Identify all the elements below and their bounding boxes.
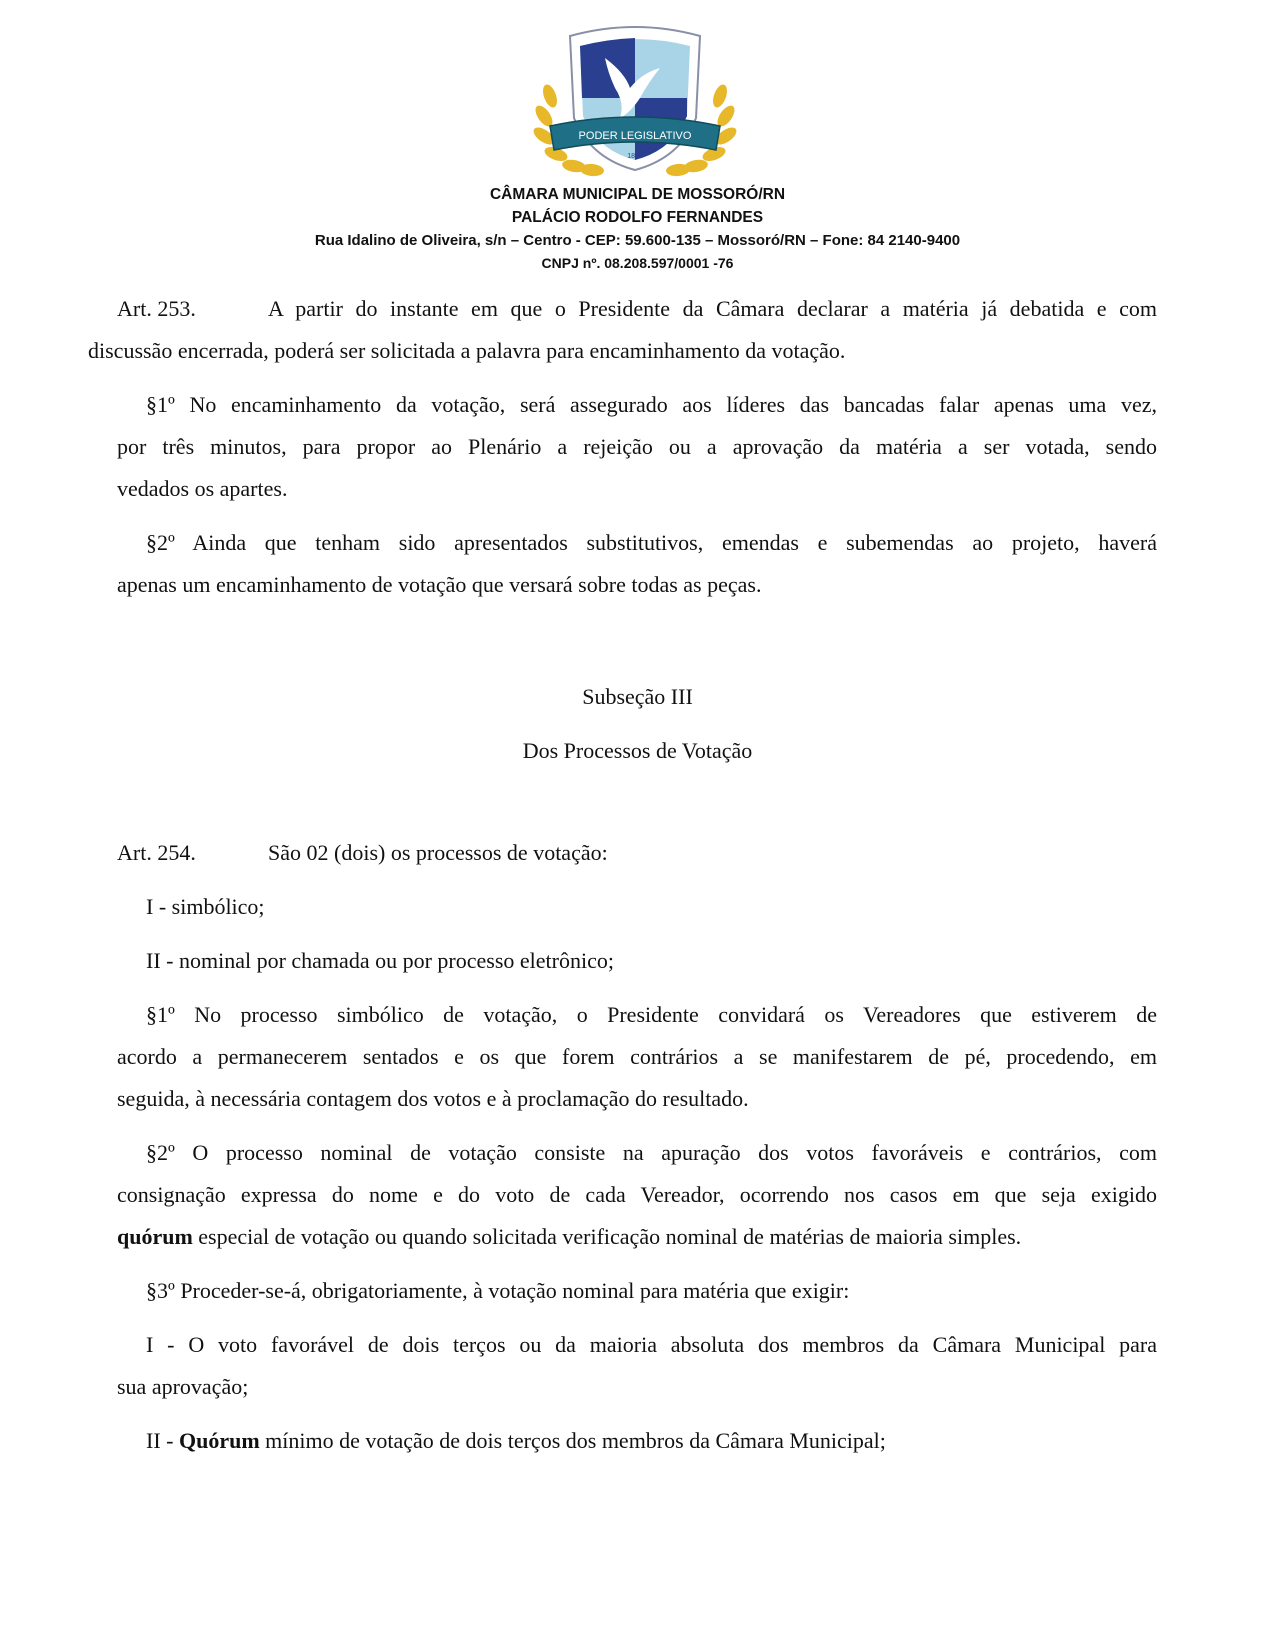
art254-para3-line1: §3º Proceder-se-á, obrigatoriamente, à votação nominal para matéria que exigir:: [146, 1278, 850, 1303]
art253-para2-line1: §2º Ainda que tenham sido apresentados substitutivos, emendas e subemendas ao projeto, haverá: [146, 530, 1157, 555]
item2-prefix: II -: [146, 1428, 179, 1453]
art253-label: Art. 253.: [117, 296, 196, 321]
art254-para1-line2: acordo a permanecerem sentados e os que forem contrários a se manifestarem de pé, procedendo, em: [117, 1044, 1157, 1069]
subsection-subtitle: Dos Processos de Votação: [522, 738, 753, 763]
art253-para1-line3: vedados os apartes.: [117, 476, 288, 501]
para2-line3-rest: especial de votação ou quando solicitada verificação nominal de matérias de maioria simples.: [192, 1224, 1022, 1249]
subsection-title: Subseção III: [582, 684, 693, 709]
quorum-bold-2: Quórum: [178, 1428, 260, 1453]
art254-para3-item1-line2: sua aprovação;: [117, 1374, 249, 1399]
art253-text-line2: discussão encerrada, poderá ser solicitada a palavra para encaminhamento da votação.: [88, 338, 846, 363]
header-title: CÂMARA MUNICIPAL DE MOSSORÓ/RN: [489, 186, 786, 203]
logo-year-text: 1870: [627, 153, 643, 160]
header-subtitle: PALÁCIO RODOLFO FERNANDES: [511, 209, 764, 226]
art253-para1-line2: por três minutos, para propor ao Plenário a rejeição ou a aprovação da matéria a ser votada, sendo: [117, 434, 1157, 459]
art254-label: Art. 254.: [117, 840, 196, 865]
art253-text-line1: A partir do instante em que o Presidente da Câmara declarar a matéria já debatida e com: [268, 296, 1157, 321]
art253-para1-line1: §1º No encaminhamento da votação, será assegurado aos líderes das bancadas falar apenas uma vez,: [146, 392, 1157, 417]
art254-item2: II - nominal por chamada ou por processo eletrônico;: [146, 948, 614, 973]
art254-para2-line3: [117, 1224, 1021, 1250]
header-address: Rua Idalino de Oliveira, s/n – Centro - CEP: 59.600-135 – Mossoró/RN – Fone: 84 2140-9400: [314, 232, 961, 249]
item2-rest: mínimo de votação de dois terços dos membros da Câmara Municipal;: [259, 1428, 886, 1453]
quorum-bold: quórum: [117, 1224, 193, 1249]
art254-para1-line3: seguida, à necessária contagem dos votos e à proclamação do resultado.: [117, 1086, 749, 1111]
art254-para2-line2: consignação expressa do nome e do voto de cada Vereador, ocorrendo nos casos em que seja exigido: [117, 1182, 1157, 1207]
art254-para1-line1: §1º No processo simbólico de votação, o Presidente convidará os Vereadores que estiverem de: [146, 1002, 1157, 1027]
art254-para3-item1-line1: I - O voto favorável de dois terços ou da maioria absoluta dos membros da Câmara Municipal para: [146, 1332, 1157, 1357]
art254-item1: I - simbólico;: [146, 894, 265, 919]
chamber-logo: [530, 18, 740, 178]
header-cnpj: CNPJ nº. 08.208.597/0001 -76: [541, 255, 734, 271]
art253-para2-line2: apenas um encaminhamento de votação que versará sobre todas as peças.: [117, 572, 762, 597]
art254-text-line1: São 02 (dois) os processos de votação:: [268, 840, 608, 865]
art254-para3-item2: [146, 1428, 886, 1454]
logo-banner-text: PODER LEGISLATIVO: [578, 130, 692, 142]
art254-para2-line1: §2º O processo nominal de votação consiste na apuração dos votos favoráveis e contrários, com: [146, 1140, 1157, 1165]
